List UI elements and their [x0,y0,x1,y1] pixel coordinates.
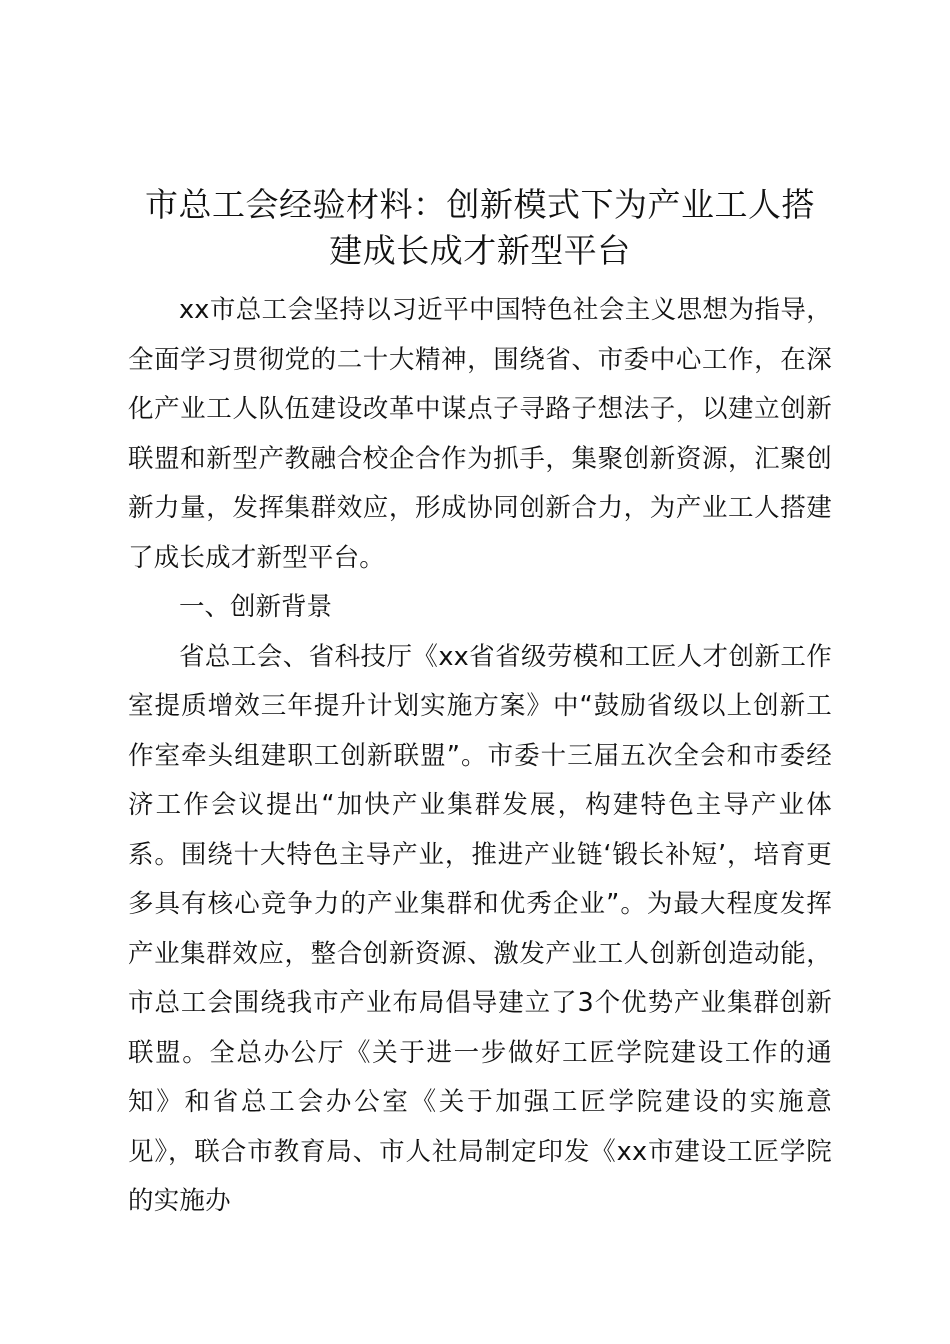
intro-paragraph: xx市总工会坚持以习近平中国特色社会主义思想为指导，全面学习贯彻党的二十大精神，围绕省、市委中心工作，在深化产业工人队伍建设改革中谋点子寻路子想法子，以建立创新联盟和新型产教融合校企合作为抓手，集聚创新资源，汇聚创新力量，发挥集群效应，形成协同创新合力，为产业工人搭建了成长成才新型平台。 [128,295,832,573]
document-title-line-2: 建成长成才新型平台 [329,231,631,270]
document-content [128,182,832,1227]
section-heading-background: 一、创新背景 [179,592,333,622]
background-paragraph: 省总工会、省科技厅《xx省省级劳模和工匠人才创新工作室提质增效三年提升计划实施方案》中“鼓励省级以上创新工作室牵头组建职工创新联盟”。市委十三届五次全会和市委经济工作会议提出“加快产业集群发展，构建特色主导产业体系。围绕十大特色主导产业，推进产业链‘锻长补短’，培育更多具有核心竞争力的产业集群和优秀企业”。为最大程度发挥产业集群效应，整合创新资源、激发产业工人创新创造动能，市总工会围绕我市产业布局倡导建立了3个优势产业集群创新联盟。全总办公厅《关于进一步做好工匠学院建设工作的通知》和省总工会办公室《关于加强工匠学院建设的实施意见》，联合市教育局、市人社局制定印发《xx市建设工匠学院的实施办 [128,641,832,1216]
document-title-line-1: 市总工会经验材料：创新模式下为产业工人搭 [145,185,815,224]
document-title [128,182,832,274]
document-body [128,286,832,1227]
